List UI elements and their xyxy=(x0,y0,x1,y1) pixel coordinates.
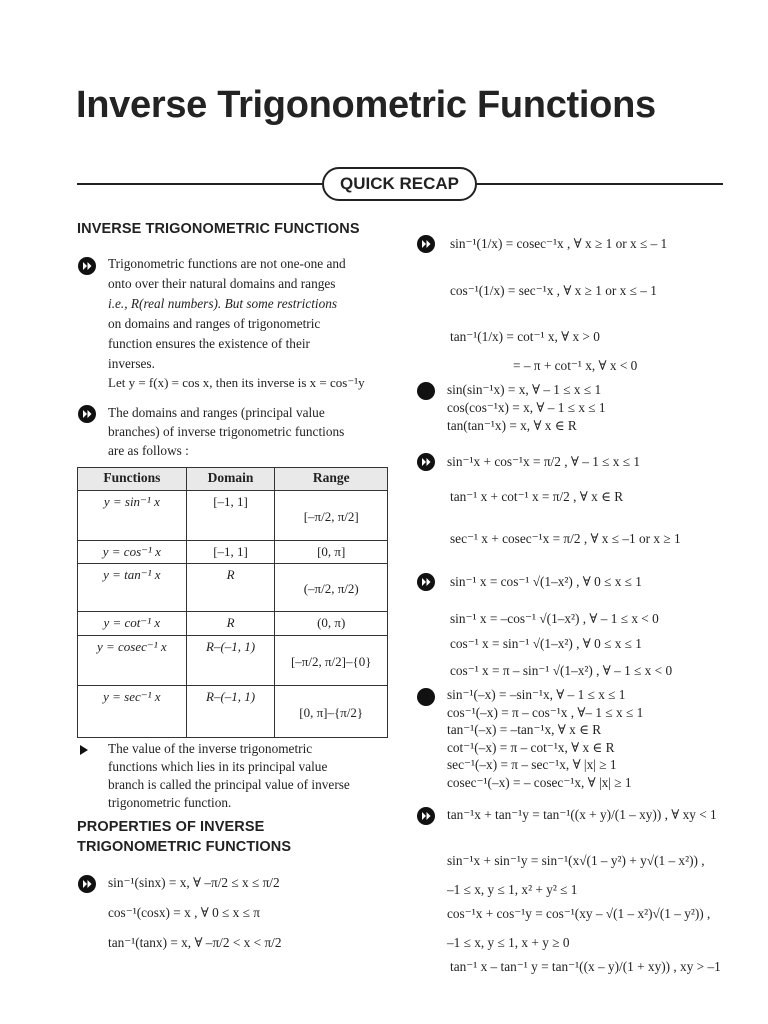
table-cell: [–1, 1] xyxy=(186,491,275,541)
fast-forward-icon xyxy=(417,807,435,825)
identity-equation: cos⁻¹ x = sin⁻¹ √(1–x²) , ∀ 0 ≤ x ≤ 1 xyxy=(450,636,642,651)
section-heading xyxy=(77,817,291,857)
identity-equation: sin⁻¹(–x) = –sin⁻¹x, ∀ – 1 ≤ x ≤ 1 xyxy=(447,687,626,702)
text-line: are as follows : xyxy=(108,443,189,458)
table-cell: [–π/2, π/2]–{0} xyxy=(275,636,388,686)
identity-equation: sec⁻¹(–x) = π – sec⁻¹x, ∀ |x| ≥ 1 xyxy=(447,757,617,772)
table-row xyxy=(78,541,388,564)
heading-line: PROPERTIES OF INVERSE xyxy=(77,819,265,835)
identity-equation: cos(cos⁻¹x) = x, ∀ – 1 ≤ x ≤ 1 xyxy=(447,400,606,415)
identity-equation: sin(sin⁻¹x) = x, ∀ – 1 ≤ x ≤ 1 xyxy=(447,382,602,397)
table-header: Range xyxy=(275,468,388,491)
identity-equation: tan⁻¹(1/x) = cot⁻¹ x, ∀ x > 0 xyxy=(450,329,600,344)
text-line: trigonometric function. xyxy=(108,795,232,810)
identity-group xyxy=(447,381,606,435)
table-row xyxy=(78,564,388,612)
identity-group xyxy=(447,686,643,791)
table-cell: [0, π]–{π/2} xyxy=(275,686,388,738)
identity-equation: tan⁻¹x + tan⁻¹y = tan⁻¹((x + y)/(1 – xy)) , ∀ xy < 1 xyxy=(447,807,717,822)
table-cell: R–(–1, 1) xyxy=(186,636,275,686)
paragraph-1 xyxy=(108,254,388,391)
table-cell: R xyxy=(186,564,275,612)
identity-equation: tan⁻¹(–x) = –tan⁻¹x, ∀ x ∈ R xyxy=(447,722,602,737)
table-row xyxy=(78,612,388,636)
table-row xyxy=(78,636,388,686)
identity-equation: cos⁻¹ x = π – sin⁻¹ √(1–x²) , ∀ – 1 ≤ x < 0 xyxy=(450,663,673,678)
text-line: branch is called the principal value of inverse xyxy=(108,777,350,792)
quick-recap-label: QUICK RECAP xyxy=(322,167,477,201)
text-line: The value of the inverse trigonometric xyxy=(108,741,313,756)
identity-equation: sin⁻¹ x = –cos⁻¹ √(1–x²) , ∀ – 1 ≤ x < 0 xyxy=(450,611,659,626)
identity-equation: –1 ≤ x, y ≤ 1, x + y ≥ 0 xyxy=(447,935,570,950)
identity-equation: cos⁻¹x + cos⁻¹y = cos⁻¹(xy – √(1 – x²)√(1 – y²)) , xyxy=(447,906,711,921)
text-line: Let y = f(x) = cos x, then its inverse is x = cos⁻¹y xyxy=(108,375,365,390)
identity-equation: = – π + cot⁻¹ x, ∀ x < 0 xyxy=(513,358,638,373)
text-line: on domains and ranges of trigonometric xyxy=(108,316,321,331)
fast-forward-icon xyxy=(417,453,435,471)
domain-range-table xyxy=(77,467,388,738)
text-line: The domains and ranges (principal value xyxy=(108,405,325,420)
identity-equation: tan(tan⁻¹x) = x, ∀ x ∈ R xyxy=(447,418,577,433)
fast-forward-icon xyxy=(78,257,96,275)
table-cell: [–π/2, π/2] xyxy=(275,491,388,541)
table-header: Functions xyxy=(78,468,187,491)
table-cell: R xyxy=(186,612,275,636)
circle-bullet-icon xyxy=(417,382,435,400)
table-cell: [–1, 1] xyxy=(186,541,275,564)
section-heading: INVERSE TRIGONOMETRIC FUNCTIONS xyxy=(77,221,360,237)
identity-equation: cos⁻¹(–x) = π – cos⁻¹x , ∀– 1 ≤ x ≤ 1 xyxy=(447,704,644,720)
identity-equation: tan⁻¹ x + cot⁻¹ x = π/2 , ∀ x ∈ R xyxy=(450,489,624,504)
paragraph-2 xyxy=(108,403,388,460)
fast-forward-icon xyxy=(78,875,96,893)
page-title: Inverse Trigonometric Functions xyxy=(76,84,656,126)
table-row xyxy=(78,491,388,541)
fast-forward-icon xyxy=(417,235,435,253)
property-equation: tan⁻¹(tanx) = x, ∀ –π/2 < x < π/2 xyxy=(108,935,282,950)
table-cell: R–(–1, 1) xyxy=(186,686,275,738)
fast-forward-icon xyxy=(78,405,96,423)
property-equation: cos⁻¹(cosx) = x , ∀ 0 ≤ x ≤ π xyxy=(108,905,260,920)
identity-equation: sin⁻¹x + cos⁻¹x = π/2 , ∀ – 1 ≤ x ≤ 1 xyxy=(447,454,641,469)
text-line: function ensures the existence of their xyxy=(108,336,310,351)
table-cell: y = sec⁻¹ x xyxy=(78,686,187,738)
identity-equation: sin⁻¹ x = cos⁻¹ √(1–x²) , ∀ 0 ≤ x ≤ 1 xyxy=(450,574,642,589)
identity-equation: tan⁻¹ x – tan⁻¹ y = tan⁻¹((x – y)/(1 + xy)) , xy > –1 xyxy=(450,959,721,974)
table-cell: [0, π] xyxy=(275,541,388,564)
fast-forward-icon xyxy=(417,573,435,591)
triangle-bullet-icon xyxy=(80,745,88,755)
circle-bullet-icon xyxy=(417,688,435,706)
identity-equation: –1 ≤ x, y ≤ 1, x² + y² ≤ 1 xyxy=(447,882,578,897)
table-cell: y = cos⁻¹ x xyxy=(78,541,187,564)
table-row xyxy=(78,686,388,738)
text-line: branches) of inverse trigonometric functions xyxy=(108,424,345,439)
identity-equation: sin⁻¹(1/x) = cosec⁻¹x , ∀ x ≥ 1 or x ≤ – 1 xyxy=(450,236,668,251)
identity-equation: cosec⁻¹(–x) = – cosec⁻¹x, ∀ |x| ≥ 1 xyxy=(447,774,632,790)
table-cell: y = tan⁻¹ x xyxy=(78,564,187,612)
table-cell: y = sin⁻¹ x xyxy=(78,491,187,541)
table-header: Domain xyxy=(186,468,275,491)
property-equation: sin⁻¹(sinx) = x, ∀ –π/2 ≤ x ≤ π/2 xyxy=(108,875,280,890)
text-line: Trigonometric functions are not one-one and xyxy=(108,256,346,271)
table-cell: y = cot⁻¹ x xyxy=(78,612,187,636)
text-line: onto over their natural domains and ranges xyxy=(108,276,336,291)
identity-equation: cot⁻¹(–x) = π – cot⁻¹x, ∀ x ∈ R xyxy=(447,739,615,755)
table-cell: (–π/2, π/2) xyxy=(275,564,388,612)
text-line: functions which lies in its principal value xyxy=(108,759,328,774)
text-line: inverses. xyxy=(108,356,155,371)
paragraph-3 xyxy=(108,740,388,812)
identity-equation: sec⁻¹ x + cosec⁻¹x = π/2 , ∀ x ≤ –1 or x ≥ 1 xyxy=(450,531,681,546)
table-cell: y = cosec⁻¹ x xyxy=(78,636,187,686)
identity-equation: sin⁻¹x + sin⁻¹y = sin⁻¹(x√(1 – y²) + y√(1 – x²)) , xyxy=(447,853,705,868)
heading-line: TRIGONOMETRIC FUNCTIONS xyxy=(77,839,292,855)
identity-equation: cos⁻¹(1/x) = sec⁻¹x , ∀ x ≥ 1 or x ≤ – 1 xyxy=(450,283,657,298)
text-line: i.e., R(real numbers). But some restrictions xyxy=(108,296,338,311)
table-cell: (0, π) xyxy=(275,612,388,636)
